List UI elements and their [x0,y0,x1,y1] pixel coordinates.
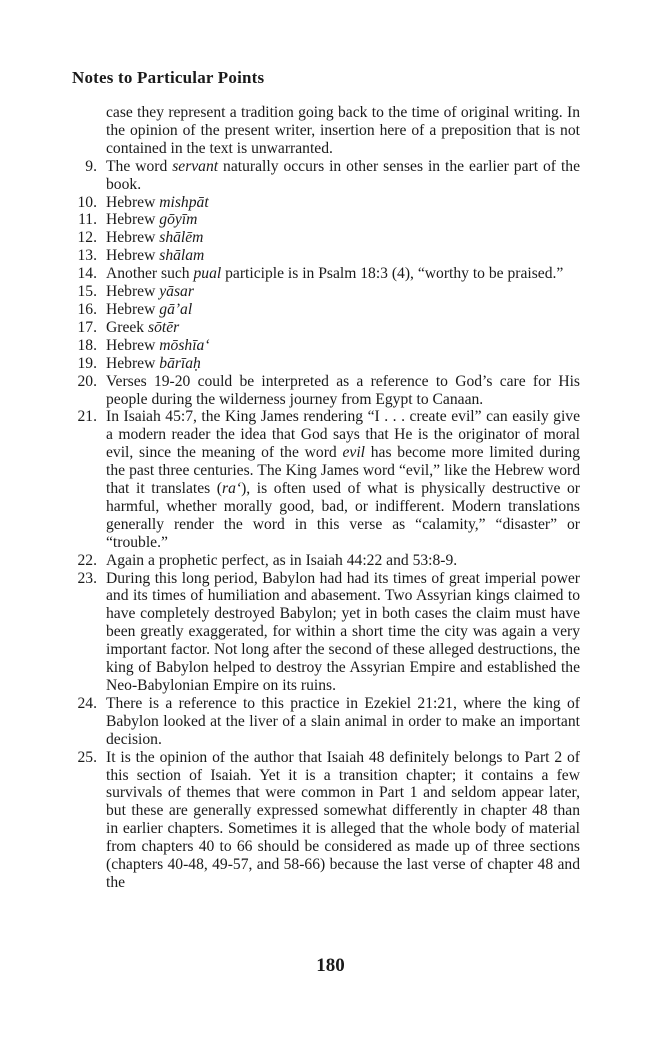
page-number: 180 [316,955,345,976]
note-number: 19. [77,354,97,372]
note-item [70,158,580,194]
note-term: mishpāt [159,193,209,211]
note-number: 24. [77,694,97,712]
note-item [70,283,580,301]
note-item [70,408,580,551]
note-text: In Isaiah 45:7, the King James rendering “I . . . create evil” can easily give a modern reader the idea that God says that He is the originator of moral evil, since the meaning of the word evil has become more limited during the past three centuries. The King James word “evil,” like the Hebrew word that it translates (ra‘), is often used of what is physically destructive or harmful, whether morally good, bad, or indifferent. Modern translations generally render the word in this verse as “calamity,” “disaster” or “trouble.” [106,408,580,551]
note-item [70,319,580,337]
note-text: Greek sōtēr [106,318,180,336]
note-text: Hebrew yāsar [106,283,194,301]
note-text: There is a reference to this practice in Ezekiel 21:21, where the king of Babylon looked at the liver of a slain animal in order to make an important decision. [106,694,580,748]
note-continuation: case they represent a tradition going back to the time of original writing. In the opinion of the present writer, insertion here of a preposition that is not contained in the text is unwarranted. [106,104,580,157]
note-number: 12. [77,229,97,247]
note-text: Hebrew shālēm [106,229,204,247]
note-term: mōshīa‘ [159,336,210,354]
note-text: It is the opinion of the author that Isaiah 48 definitely belongs to Part 2 of this section of Isaiah. Yet it is a transition chapter; it contains a few survivals of themes that were common in Part 1 and seldom appear later, but these are generally expressed somewhat differently in chapter 48 than in earlier chapters. Sometimes it is alleged that the whole body of material from chapters 40 to 66 should be considered as made up of three sections (chapters 40-48, 49-57, and 58-66) because the last verse of chapter 48 and the [106,748,580,891]
note-term: pual [193,265,222,283]
note-item [70,229,580,247]
note-number: 18. [77,336,97,354]
note-text: The word servant naturally occurs in other senses in the earlier part of the book. [106,157,581,193]
note-term: yāsar [159,283,194,301]
note-text: Another such pual participle is in Psalm 18:3 (4), “worthy to be praised.” [106,265,564,283]
note-number: 9. [85,157,97,175]
note-text: During this long period, Babylon had had its times of great imperial power and its times of humiliation and abasement. Two Assyrian kings claimed to have completely destroyed Babylon; yet in both cases the claim must have been greatly exaggerated, for within a short time the city was again a very important factor. Not long after the second of these alleged destructions, the king of Babylon helped to destroy the Assyrian Empire and established the Neo-Babylonian Empire on its ruins. [106,569,580,694]
note-term: shālam [159,247,205,265]
note-text: Again a prophetic perfect, as in Isaiah 44:22 and 53:8-9. [106,551,458,569]
note-item [70,337,580,355]
note-number: 22. [77,551,97,569]
note-item [70,373,580,409]
note-term: gōyīm [159,211,198,229]
note-number: 16. [77,300,97,318]
note-text: Hebrew bārīaḥ [106,354,201,372]
note-number: 15. [77,283,97,301]
note-item [70,211,580,229]
note-number: 11. [78,211,97,229]
note-text: Hebrew gā’al [106,300,193,318]
note-text: Hebrew gōyīm [106,211,198,229]
note-item [70,301,580,319]
running-head: Notes to Particular Points [72,68,265,87]
note-item [70,247,580,265]
note-item [70,355,580,373]
note-number: 20. [77,372,97,390]
note-term: sōtēr [148,318,180,336]
note-text: Verses 19-20 could be interpreted as a reference to God’s care for His people during the wilderness journey from Egypt to Canaan. [106,372,580,408]
note-term: shālēm [159,229,204,247]
note-item [70,570,580,695]
note-number: 13. [77,247,97,265]
note-number: 17. [77,318,97,336]
notes-list [70,104,580,892]
note-term: bārīaḥ [159,354,201,372]
note-term: ra‘ [222,480,242,498]
note-item [70,695,580,749]
note-item [70,194,580,212]
note-number: 21. [77,408,97,426]
note-term: servant [172,157,219,175]
note-item [70,749,580,892]
note-text: Hebrew mōshīa‘ [106,336,210,354]
note-number: 23. [77,569,97,587]
note-term: evil [342,444,365,462]
note-number: 25. [77,748,97,766]
note-text: Hebrew mishpāt [106,193,209,211]
note-number: 10. [77,193,97,211]
note-number: 14. [77,265,97,283]
note-term: gā’al [159,300,193,318]
note-item [70,265,580,283]
note-item [70,552,580,570]
note-text: Hebrew shālam [106,247,205,265]
